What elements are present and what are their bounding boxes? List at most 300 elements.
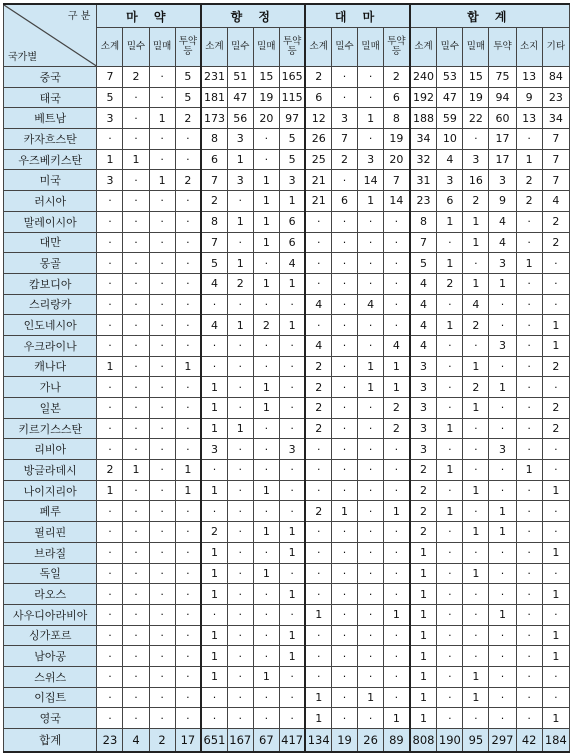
- value-cell: 2: [542, 356, 569, 377]
- value-cell: ·: [253, 687, 279, 708]
- value-cell: ·: [384, 232, 410, 253]
- subheader-cell: 소계: [201, 28, 227, 67]
- value-cell: 4: [279, 253, 305, 274]
- value-cell: 15: [463, 67, 489, 88]
- value-cell: 3: [463, 149, 489, 170]
- value-cell: 6: [201, 149, 227, 170]
- value-cell: 1: [410, 687, 437, 708]
- value-cell: 1: [410, 625, 437, 646]
- country-cell: 영국: [4, 708, 97, 729]
- value-cell: ·: [489, 460, 516, 481]
- value-cell: 1: [97, 480, 123, 501]
- value-cell: ·: [97, 418, 123, 439]
- value-cell: 2: [384, 398, 410, 419]
- value-cell: ·: [97, 666, 123, 687]
- value-cell: ·: [331, 398, 357, 419]
- value-cell: 2: [123, 67, 149, 88]
- value-cell: ·: [175, 377, 201, 398]
- value-cell: ·: [175, 211, 201, 232]
- value-cell: 1: [253, 191, 279, 212]
- value-cell: ·: [489, 356, 516, 377]
- table-body: [4, 67, 570, 729]
- value-cell: ·: [384, 439, 410, 460]
- value-cell: 1: [253, 273, 279, 294]
- value-cell: 3: [97, 170, 123, 191]
- value-cell: 3: [410, 398, 437, 419]
- value-cell: ·: [542, 563, 569, 584]
- value-cell: ·: [279, 480, 305, 501]
- value-cell: 188: [410, 108, 437, 129]
- value-cell: 4: [489, 232, 516, 253]
- value-cell: 3: [410, 356, 437, 377]
- value-cell: ·: [516, 687, 542, 708]
- value-cell: ·: [358, 211, 384, 232]
- value-cell: ·: [331, 67, 357, 88]
- value-cell: ·: [516, 708, 542, 729]
- value-cell: ·: [437, 646, 463, 667]
- value-cell: ·: [384, 273, 410, 294]
- value-cell: ·: [123, 232, 149, 253]
- value-cell: ·: [149, 149, 175, 170]
- value-cell: ·: [149, 191, 175, 212]
- value-cell: ·: [97, 439, 123, 460]
- country-cell: 라오스: [4, 584, 97, 605]
- total-value-cell: 67: [253, 729, 279, 753]
- value-cell: ·: [123, 211, 149, 232]
- value-cell: ·: [437, 522, 463, 543]
- value-cell: 19: [253, 87, 279, 108]
- value-cell: 1: [384, 708, 410, 729]
- value-cell: ·: [149, 398, 175, 419]
- country-cell: 키르기스스탄: [4, 418, 97, 439]
- value-cell: ·: [149, 708, 175, 729]
- value-cell: ·: [437, 232, 463, 253]
- value-cell: ·: [437, 708, 463, 729]
- value-cell: ·: [384, 480, 410, 501]
- subheader-cell: 투약등: [175, 28, 201, 67]
- country-cell: 리비아: [4, 439, 97, 460]
- table-row: [4, 232, 570, 253]
- country-cell: 카자흐스탄: [4, 129, 97, 150]
- value-cell: ·: [279, 418, 305, 439]
- value-cell: 1: [384, 604, 410, 625]
- value-cell: ·: [227, 522, 253, 543]
- value-cell: ·: [463, 708, 489, 729]
- value-cell: ·: [331, 460, 357, 481]
- value-cell: ·: [97, 273, 123, 294]
- value-cell: ·: [201, 460, 227, 481]
- total-value-cell: 190: [437, 729, 463, 753]
- value-cell: 1: [516, 253, 542, 274]
- value-cell: ·: [149, 232, 175, 253]
- value-cell: 4: [410, 273, 437, 294]
- value-cell: 22: [463, 108, 489, 129]
- value-cell: ·: [149, 584, 175, 605]
- value-cell: ·: [253, 542, 279, 563]
- value-cell: 1: [489, 522, 516, 543]
- value-cell: ·: [437, 542, 463, 563]
- value-cell: ·: [305, 460, 331, 481]
- value-cell: 1: [410, 708, 437, 729]
- country-cell: 캄보디아: [4, 273, 97, 294]
- value-cell: 2: [305, 501, 331, 522]
- value-cell: ·: [175, 315, 201, 336]
- value-cell: ·: [358, 129, 384, 150]
- value-cell: ·: [175, 584, 201, 605]
- value-cell: 1: [253, 377, 279, 398]
- value-cell: ·: [253, 129, 279, 150]
- value-cell: ·: [123, 625, 149, 646]
- country-cell: 일본: [4, 398, 97, 419]
- value-cell: 8: [201, 129, 227, 150]
- value-cell: 1: [253, 480, 279, 501]
- value-cell: 13: [516, 67, 542, 88]
- value-cell: ·: [358, 522, 384, 543]
- value-cell: ·: [437, 294, 463, 315]
- value-cell: 1: [463, 480, 489, 501]
- value-cell: ·: [384, 666, 410, 687]
- country-cell: 사우디아라비아: [4, 604, 97, 625]
- value-cell: ·: [331, 87, 357, 108]
- value-cell: ·: [463, 542, 489, 563]
- value-cell: 8: [410, 211, 437, 232]
- value-cell: ·: [489, 315, 516, 336]
- value-cell: 1: [149, 108, 175, 129]
- value-cell: ·: [149, 87, 175, 108]
- value-cell: ·: [123, 418, 149, 439]
- value-cell: 1: [253, 563, 279, 584]
- value-cell: 3: [489, 335, 516, 356]
- value-cell: ·: [489, 480, 516, 501]
- value-cell: ·: [253, 253, 279, 274]
- value-cell: 2: [175, 170, 201, 191]
- value-cell: 5: [410, 253, 437, 274]
- value-cell: 1: [437, 211, 463, 232]
- value-cell: ·: [227, 501, 253, 522]
- value-cell: ·: [149, 315, 175, 336]
- value-cell: 21: [305, 191, 331, 212]
- value-cell: ·: [489, 584, 516, 605]
- value-cell: 4: [489, 211, 516, 232]
- value-cell: ·: [175, 604, 201, 625]
- value-cell: ·: [175, 708, 201, 729]
- value-cell: ·: [201, 335, 227, 356]
- total-value-cell: 95: [463, 729, 489, 753]
- value-cell: 1: [489, 501, 516, 522]
- total-value-cell: 17: [175, 729, 201, 753]
- value-cell: 1: [542, 335, 569, 356]
- table-row: [4, 708, 570, 729]
- value-cell: 32: [410, 149, 437, 170]
- value-cell: 1: [201, 584, 227, 605]
- value-cell: ·: [489, 625, 516, 646]
- value-cell: 1: [410, 563, 437, 584]
- value-cell: 4: [463, 294, 489, 315]
- value-cell: ·: [305, 646, 331, 667]
- table-row: [4, 335, 570, 356]
- value-cell: 3: [331, 108, 357, 129]
- value-cell: 1: [542, 315, 569, 336]
- value-cell: ·: [516, 273, 542, 294]
- table-row: [4, 563, 570, 584]
- value-cell: ·: [123, 191, 149, 212]
- value-cell: 3: [201, 439, 227, 460]
- value-cell: ·: [516, 398, 542, 419]
- subheader-cell: 밀수: [437, 28, 463, 67]
- value-cell: ·: [279, 356, 305, 377]
- value-cell: ·: [358, 253, 384, 274]
- table-row: [4, 273, 570, 294]
- value-cell: 1: [253, 232, 279, 253]
- value-cell: 15: [253, 67, 279, 88]
- value-cell: 4: [201, 273, 227, 294]
- value-cell: ·: [358, 418, 384, 439]
- value-cell: 4: [410, 335, 437, 356]
- group-header-cannabis: 대 마: [305, 4, 409, 28]
- value-cell: ·: [97, 232, 123, 253]
- value-cell: ·: [97, 687, 123, 708]
- table-row: [4, 542, 570, 563]
- value-cell: ·: [149, 501, 175, 522]
- value-cell: ·: [358, 398, 384, 419]
- value-cell: 1: [279, 191, 305, 212]
- value-cell: ·: [305, 480, 331, 501]
- value-cell: 53: [437, 67, 463, 88]
- value-cell: 59: [437, 108, 463, 129]
- value-cell: ·: [175, 439, 201, 460]
- value-cell: ·: [516, 294, 542, 315]
- value-cell: ·: [305, 273, 331, 294]
- value-cell: 6: [437, 191, 463, 212]
- value-cell: ·: [97, 335, 123, 356]
- value-cell: 25: [305, 149, 331, 170]
- value-cell: ·: [358, 542, 384, 563]
- value-cell: ·: [331, 356, 357, 377]
- value-cell: ·: [123, 708, 149, 729]
- value-cell: 1: [437, 315, 463, 336]
- subheader-cell: 밀매: [149, 28, 175, 67]
- country-cell: 태국: [4, 87, 97, 108]
- value-cell: 1: [463, 211, 489, 232]
- value-cell: ·: [542, 501, 569, 522]
- value-cell: 1: [542, 625, 569, 646]
- value-cell: ·: [175, 501, 201, 522]
- value-cell: 2: [437, 273, 463, 294]
- value-cell: ·: [227, 439, 253, 460]
- value-cell: 6: [279, 211, 305, 232]
- subheader-cell: 밀수: [227, 28, 253, 67]
- value-cell: ·: [279, 708, 305, 729]
- value-cell: ·: [123, 542, 149, 563]
- value-cell: ·: [149, 646, 175, 667]
- total-row: [4, 729, 570, 753]
- value-cell: 4: [201, 315, 227, 336]
- value-cell: ·: [542, 377, 569, 398]
- value-cell: 4: [358, 294, 384, 315]
- country-cell: 인도네시아: [4, 315, 97, 336]
- value-cell: 1: [201, 563, 227, 584]
- country-cell: 스위스: [4, 666, 97, 687]
- value-cell: ·: [516, 335, 542, 356]
- value-cell: ·: [331, 253, 357, 274]
- value-cell: 7: [542, 149, 569, 170]
- value-cell: ·: [331, 480, 357, 501]
- value-cell: 1: [201, 625, 227, 646]
- value-cell: ·: [437, 335, 463, 356]
- value-cell: ·: [384, 460, 410, 481]
- value-cell: ·: [149, 253, 175, 274]
- value-cell: ·: [227, 646, 253, 667]
- country-cell: 미국: [4, 170, 97, 191]
- value-cell: ·: [331, 687, 357, 708]
- subheader-cell: 투약등: [279, 28, 305, 67]
- value-cell: ·: [149, 335, 175, 356]
- value-cell: 8: [201, 211, 227, 232]
- value-cell: ·: [516, 563, 542, 584]
- value-cell: 1: [253, 522, 279, 543]
- value-cell: ·: [97, 563, 123, 584]
- value-cell: ·: [149, 666, 175, 687]
- value-cell: 3: [227, 129, 253, 150]
- value-cell: ·: [97, 398, 123, 419]
- value-cell: ·: [175, 398, 201, 419]
- value-cell: 1: [489, 273, 516, 294]
- value-cell: ·: [97, 625, 123, 646]
- value-cell: ·: [253, 418, 279, 439]
- value-cell: 51: [227, 67, 253, 88]
- table-row: [4, 625, 570, 646]
- value-cell: ·: [384, 584, 410, 605]
- table-row: [4, 480, 570, 501]
- value-cell: ·: [175, 129, 201, 150]
- value-cell: ·: [123, 335, 149, 356]
- value-cell: ·: [149, 480, 175, 501]
- value-cell: ·: [227, 335, 253, 356]
- value-cell: 1: [410, 584, 437, 605]
- value-cell: ·: [253, 149, 279, 170]
- value-cell: 1: [175, 356, 201, 377]
- value-cell: ·: [227, 708, 253, 729]
- value-cell: 16: [463, 170, 489, 191]
- country-cell: 스리랑카: [4, 294, 97, 315]
- value-cell: ·: [489, 708, 516, 729]
- value-cell: 1: [201, 377, 227, 398]
- value-cell: 2: [463, 315, 489, 336]
- value-cell: ·: [331, 522, 357, 543]
- country-cell: 우즈베키스탄: [4, 149, 97, 170]
- value-cell: 192: [410, 87, 437, 108]
- value-cell: 1: [437, 418, 463, 439]
- value-cell: 1: [358, 108, 384, 129]
- value-cell: 1: [331, 501, 357, 522]
- value-cell: ·: [175, 232, 201, 253]
- value-cell: 165: [279, 67, 305, 88]
- value-cell: 2: [201, 522, 227, 543]
- value-cell: 1: [201, 398, 227, 419]
- value-cell: ·: [331, 232, 357, 253]
- value-cell: 1: [279, 584, 305, 605]
- value-cell: ·: [175, 149, 201, 170]
- value-cell: 1: [175, 460, 201, 481]
- value-cell: 3: [279, 439, 305, 460]
- table-row: [4, 666, 570, 687]
- value-cell: ·: [97, 646, 123, 667]
- value-cell: 4: [384, 335, 410, 356]
- total-value-cell: 417: [279, 729, 305, 753]
- value-cell: 2: [410, 522, 437, 543]
- value-cell: ·: [149, 460, 175, 481]
- value-cell: ·: [331, 439, 357, 460]
- value-cell: ·: [227, 232, 253, 253]
- value-cell: ·: [331, 294, 357, 315]
- country-cell: 나이지리아: [4, 480, 97, 501]
- value-cell: 9: [489, 191, 516, 212]
- value-cell: 1: [279, 522, 305, 543]
- value-cell: 6: [331, 191, 357, 212]
- value-cell: ·: [175, 335, 201, 356]
- table-row: [4, 418, 570, 439]
- value-cell: 7: [97, 67, 123, 88]
- value-cell: 94: [489, 87, 516, 108]
- value-cell: 2: [305, 356, 331, 377]
- value-cell: ·: [97, 191, 123, 212]
- value-cell: ·: [542, 687, 569, 708]
- country-cell: 필리핀: [4, 522, 97, 543]
- value-cell: ·: [516, 646, 542, 667]
- value-cell: ·: [149, 294, 175, 315]
- value-cell: ·: [279, 666, 305, 687]
- subheader-cell: 기타: [542, 28, 569, 67]
- subheader-cell: 소계: [305, 28, 331, 67]
- value-cell: ·: [437, 625, 463, 646]
- corner-label-country: 국가별: [8, 52, 37, 63]
- total-value-cell: 4: [123, 729, 149, 753]
- value-cell: ·: [123, 377, 149, 398]
- value-cell: ·: [97, 542, 123, 563]
- value-cell: ·: [175, 666, 201, 687]
- value-cell: ·: [279, 398, 305, 419]
- value-cell: 1: [463, 232, 489, 253]
- total-value-cell: 651: [201, 729, 227, 753]
- value-cell: ·: [358, 480, 384, 501]
- value-cell: ·: [253, 708, 279, 729]
- value-cell: 1: [410, 646, 437, 667]
- value-cell: 1: [410, 542, 437, 563]
- value-cell: 2: [516, 170, 542, 191]
- value-cell: ·: [358, 563, 384, 584]
- value-cell: 1: [201, 646, 227, 667]
- value-cell: ·: [123, 584, 149, 605]
- value-cell: ·: [358, 315, 384, 336]
- value-cell: ·: [227, 687, 253, 708]
- value-cell: 84: [542, 67, 569, 88]
- value-cell: ·: [123, 356, 149, 377]
- value-cell: ·: [149, 377, 175, 398]
- value-cell: ·: [331, 418, 357, 439]
- value-cell: ·: [305, 232, 331, 253]
- value-cell: ·: [437, 687, 463, 708]
- value-cell: 4: [305, 294, 331, 315]
- value-cell: 3: [437, 170, 463, 191]
- value-cell: ·: [97, 501, 123, 522]
- value-cell: 6: [279, 232, 305, 253]
- table-corner-header: [4, 4, 97, 67]
- total-value-cell: 89: [384, 729, 410, 753]
- value-cell: ·: [516, 315, 542, 336]
- value-cell: 1: [279, 646, 305, 667]
- value-cell: 19: [463, 87, 489, 108]
- value-cell: 2: [201, 191, 227, 212]
